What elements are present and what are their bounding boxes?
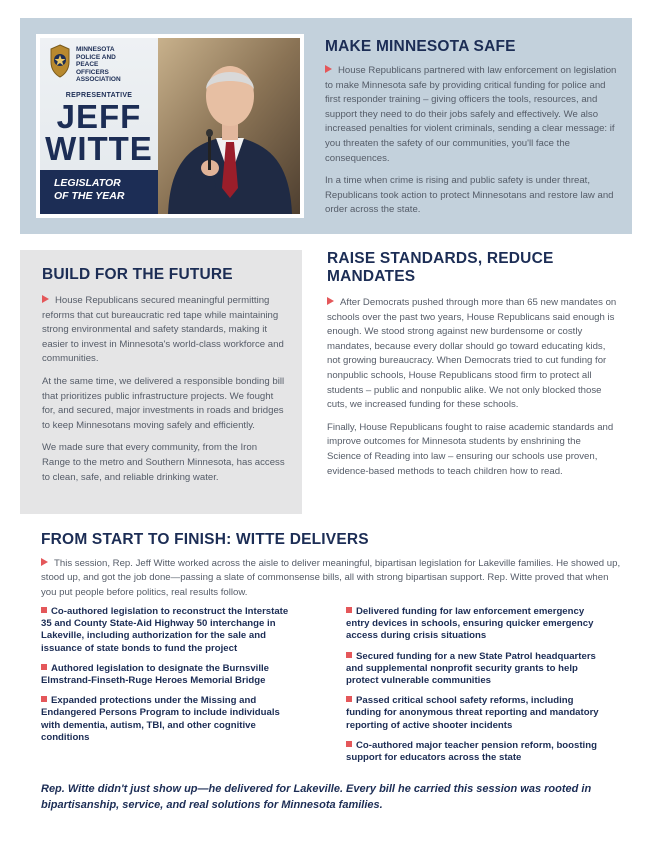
raise-standards-section: [327, 250, 617, 479]
list-item: Delivered funding for law enforcement emergency entry devices in schools, ensuring quicker emergency access during crisis situations: [346, 606, 594, 642]
first-name: JEFF: [56, 98, 142, 135]
square-bullet-icon: [346, 741, 352, 747]
legislator-portrait-image: [158, 38, 300, 214]
list-item: Authored legislation to designate the Burnsville Elmstrand-Finseth-Ruge Heroes Memorial Bridge: [41, 662, 270, 687]
award-title: LEGISLATOR OF THE YEAR: [40, 170, 158, 214]
paragraph: House Republicans secured meaningful permitting reforms that cut bureaucratic red tape while maintaining strong environmental and safety standards, making it easier to invest in Minnesota's world-class workforce and communities.: [42, 295, 284, 365]
section-title: RAISE STANDARDS, REDUCE MANDATES: [327, 250, 554, 285]
legislator-photo: [158, 38, 300, 214]
square-bullet-icon: [41, 696, 47, 702]
police-badge-icon: [48, 44, 72, 78]
square-bullet-icon: [41, 607, 47, 613]
last-name: WITTE: [45, 130, 153, 167]
list-item: Secured funding for a new State Patrol headquarters and supplemental nonprofit security grants to help protect vulnerable communities: [346, 650, 596, 687]
triangle-bullet-icon: [325, 65, 332, 73]
square-bullet-icon: [346, 696, 352, 702]
square-bullet-icon: [346, 652, 352, 658]
list-item: Expanded protections under the Missing and Endangered Persons Program to include individuals with dementia, autism, TBI, and other cognitive conditions: [41, 695, 280, 743]
build-for-the-future-section: [20, 250, 302, 514]
paragraph: House Republicans partnered with law enforcement on legislation to make Minnesota safe by providing critical funding for police and first responder training – giving officers the tools, resources, and support they need to do their jobs safely and effectively. We also increased penalties for violent criminals, sending a clear message: if you threaten the safety of our communities, you'll face the consequences.: [325, 65, 617, 164]
list-item: Co-authored legislation to reconstruct the Interstate 35 and County State-Aid Highway 50 interchange in Lakeville, including authorization for the sale and issuance of state bonds to fund the project: [41, 606, 289, 654]
witte-delivers-section: [41, 531, 621, 600]
make-minnesota-safe-section: [325, 38, 617, 218]
section-title: FROM START TO FINISH: WITTE DELIVERS: [41, 531, 369, 548]
paragraph: We made sure that every community, from the Iron Range to the metro and Southern Minnesota, has access to clean, safe, and reliable drinking water.: [42, 442, 285, 483]
paragraph: In a time when crime is rising and public safety is under threat, Republicans took action to protect Minnesotans and restore law and order across the state.: [325, 175, 614, 216]
legislator-award-card: [36, 34, 304, 218]
square-bullet-icon: [346, 607, 352, 613]
triangle-bullet-icon: [41, 558, 48, 566]
list-item: Passed critical school safety reforms, including funding for anonymous threat reporting and mandatory reporting of active shooter incidents: [346, 695, 599, 731]
paragraph: Finally, House Republicans fought to raise academic standards and improve outcomes for Minnesota students by enshrining the Science of Reading into law – ensuring our schools use proven, evidence-based methods to teach children how to read.: [327, 421, 614, 477]
closing-statement: Rep. Witte didn't just show up—he delivered for Lakeville. Every bill he carried this session was rooted in bipartisanship, service, and real solutions for Minnesota families.: [41, 783, 592, 811]
section-title: BUILD FOR THE FUTURE: [42, 266, 233, 283]
square-bullet-icon: [41, 664, 47, 670]
triangle-bullet-icon: [327, 297, 334, 305]
accomplishments-list-right: [346, 606, 608, 772]
paragraph: At the same time, we delivered a responsible bonding bill that prioritizes public infrastructure projects. We fought for, and secured, major investments in roads and bridges to keep Minnesotans moving safely and efficiently.: [42, 375, 285, 431]
top-section: [20, 18, 632, 234]
paragraph: After Democrats pushed through more than 65 new mandates on schools over the past two years, House Republicans said enough is enough. We stood strong against new burdensome or costly mandates, because every dollar should go toward educating kids, not growing bureaucracy. When Democrats tried to cut funding for nonpublic schools, House Republicans stood firm to protect all students – public and nonpublic alike. We not only blocked those cuts, we increased funding for these schools.: [327, 297, 617, 411]
list-item: Co-authored major teacher pension reform, boosting support for educators across the state: [346, 739, 597, 764]
association-name: MINNESOTA POLICE AND PEACE OFFICERS ASSOCIATION: [76, 46, 121, 83]
section-title: MAKE MINNESOTA SAFE: [325, 38, 516, 55]
intro-paragraph: This session, Rep. Jeff Witte worked across the aisle to deliver meaningful, bipartisan legislation for Lakeville families. He showed up, stood up, and got the job done—passing a slate of commonsense bills, all with strong bipartisan support. Rep. Witte proved that when you put people before politics, real results follow.: [41, 558, 621, 598]
triangle-bullet-icon: [42, 295, 49, 303]
representative-label: REPRESENTATIVE: [65, 92, 133, 99]
accomplishments-list-left: [41, 606, 301, 752]
